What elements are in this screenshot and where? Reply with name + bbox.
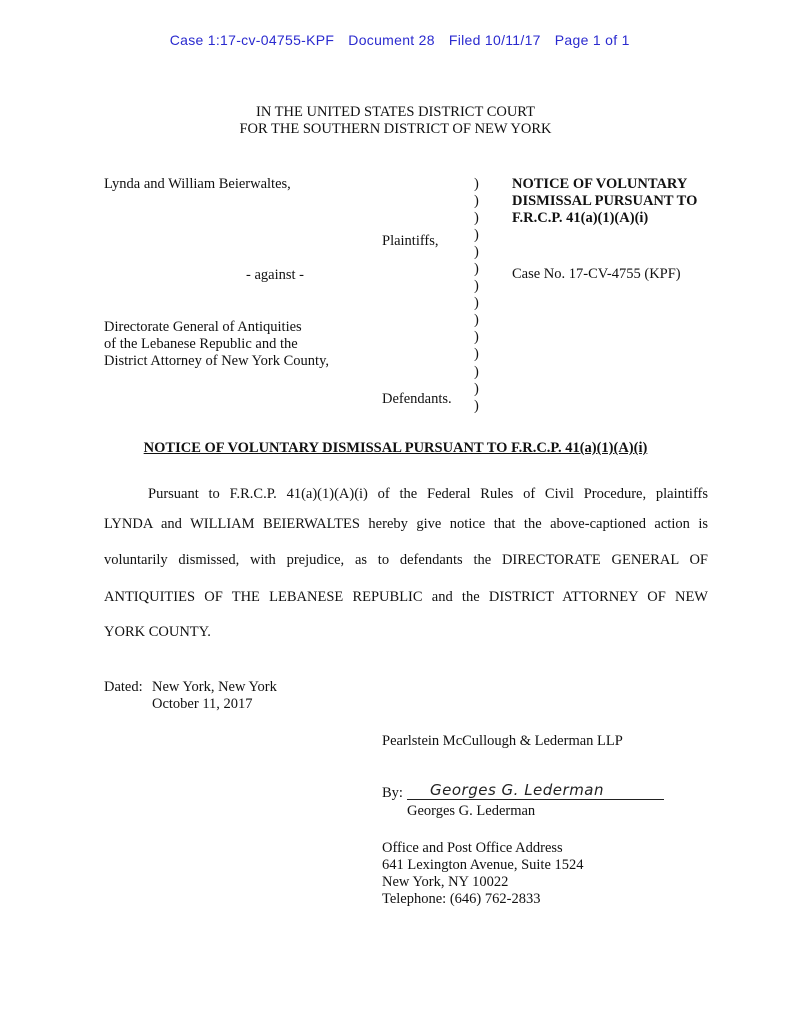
caption-paren: ) [474, 227, 479, 244]
dated-label: Dated: [104, 679, 143, 695]
body-line-4: ANTIQUITIES OF THE LEBANESE REPUBLIC and the DISTRICT ATTORNEY OF NEW [104, 589, 708, 605]
telephone: Telephone: (646) 762-2833 [382, 891, 541, 907]
caption-paren: ) [474, 261, 479, 278]
handwritten-signature: Georges G. Lederman [430, 781, 605, 799]
caption-title-line-2: DISMISSAL PURSUANT TO [512, 193, 698, 209]
stamp-page-count: Page 1 of 1 [554, 32, 630, 48]
firm-name: Pearlstein McCullough & Lederman LLP [382, 733, 623, 749]
address-line-2: New York, NY 10022 [382, 874, 509, 890]
body-line-2: LYNDA and WILLIAM BEIERWALTES hereby give notice that the above-captioned action is [104, 516, 708, 532]
case-number: Case No. 17-CV-4755 (KPF) [512, 266, 681, 282]
stamp-filed-date: Filed 10/11/17 [448, 32, 541, 48]
address-line-1: 641 Lexington Avenue, Suite 1524 [382, 857, 584, 873]
signer-printed-name: Georges G. Lederman [407, 803, 536, 819]
caption-parenthesis-column [474, 176, 479, 415]
caption-paren: ) [474, 397, 479, 414]
stamp-case-number: Case 1:17-cv-04755-KPF [169, 32, 335, 48]
against-label: - against - [246, 267, 304, 283]
caption-title-line-1: NOTICE OF VOLUNTARY [512, 176, 688, 192]
caption-paren: ) [474, 295, 479, 312]
dated-place: New York, New York [152, 679, 277, 695]
caption-paren: ) [474, 210, 479, 227]
defendant-line-1: Directorate General of Antiquities [104, 319, 302, 335]
caption-title [512, 176, 697, 227]
plaintiffs-names: Lynda and William Beierwaltes, [104, 176, 291, 192]
caption-paren: ) [474, 193, 479, 210]
body-line-5: YORK COUNTY. [104, 624, 211, 640]
court-line-1: IN THE UNITED STATES DISTRICT COURT [256, 104, 535, 120]
defendant-line-2: of the Lebanese Republic and the [104, 336, 298, 352]
defendants-label: Defendants. [382, 391, 452, 407]
caption-paren: ) [474, 363, 479, 380]
document-heading: NOTICE OF VOLUNTARY DISMISSAL PURSUANT TO F.R.C.P. 41(a)(1)(A)(i) [143, 440, 648, 456]
caption-paren: ) [474, 312, 479, 329]
by-label: By: [382, 785, 403, 801]
defendant-line-3: District Attorney of New York County, [104, 353, 330, 369]
caption-paren: ) [474, 380, 479, 397]
address-label: Office and Post Office Address [382, 840, 563, 856]
body-line-1: Pursuant to F.R.C.P. 41(a)(1)(A)(i) of the Federal Rules of Civil Procedure, plaintiffs [148, 486, 708, 502]
court-name [0, 104, 791, 138]
caption-paren: ) [474, 176, 479, 192]
caption-paren: ) [474, 278, 479, 295]
caption-paren: ) [474, 346, 479, 363]
caption-title-line-3: F.R.C.P. 41(a)(1)(A)(i) [512, 210, 649, 226]
plaintiffs-label: Plaintiffs, [382, 233, 439, 249]
court-line-2: FOR THE SOUTHERN DISTRICT OF NEW YORK [239, 121, 552, 137]
caption-paren: ) [474, 329, 479, 346]
body-line-3: voluntarily dismissed, with prejudice, as to defendants the DIRECTORATE GENERAL OF [104, 552, 708, 568]
dated-date: October 11, 2017 [152, 696, 253, 712]
signature-line [407, 799, 664, 800]
caption-paren: ) [474, 244, 479, 261]
stamp-document-number: Document 28 [348, 32, 435, 48]
ecf-header-stamp [0, 16, 791, 48]
